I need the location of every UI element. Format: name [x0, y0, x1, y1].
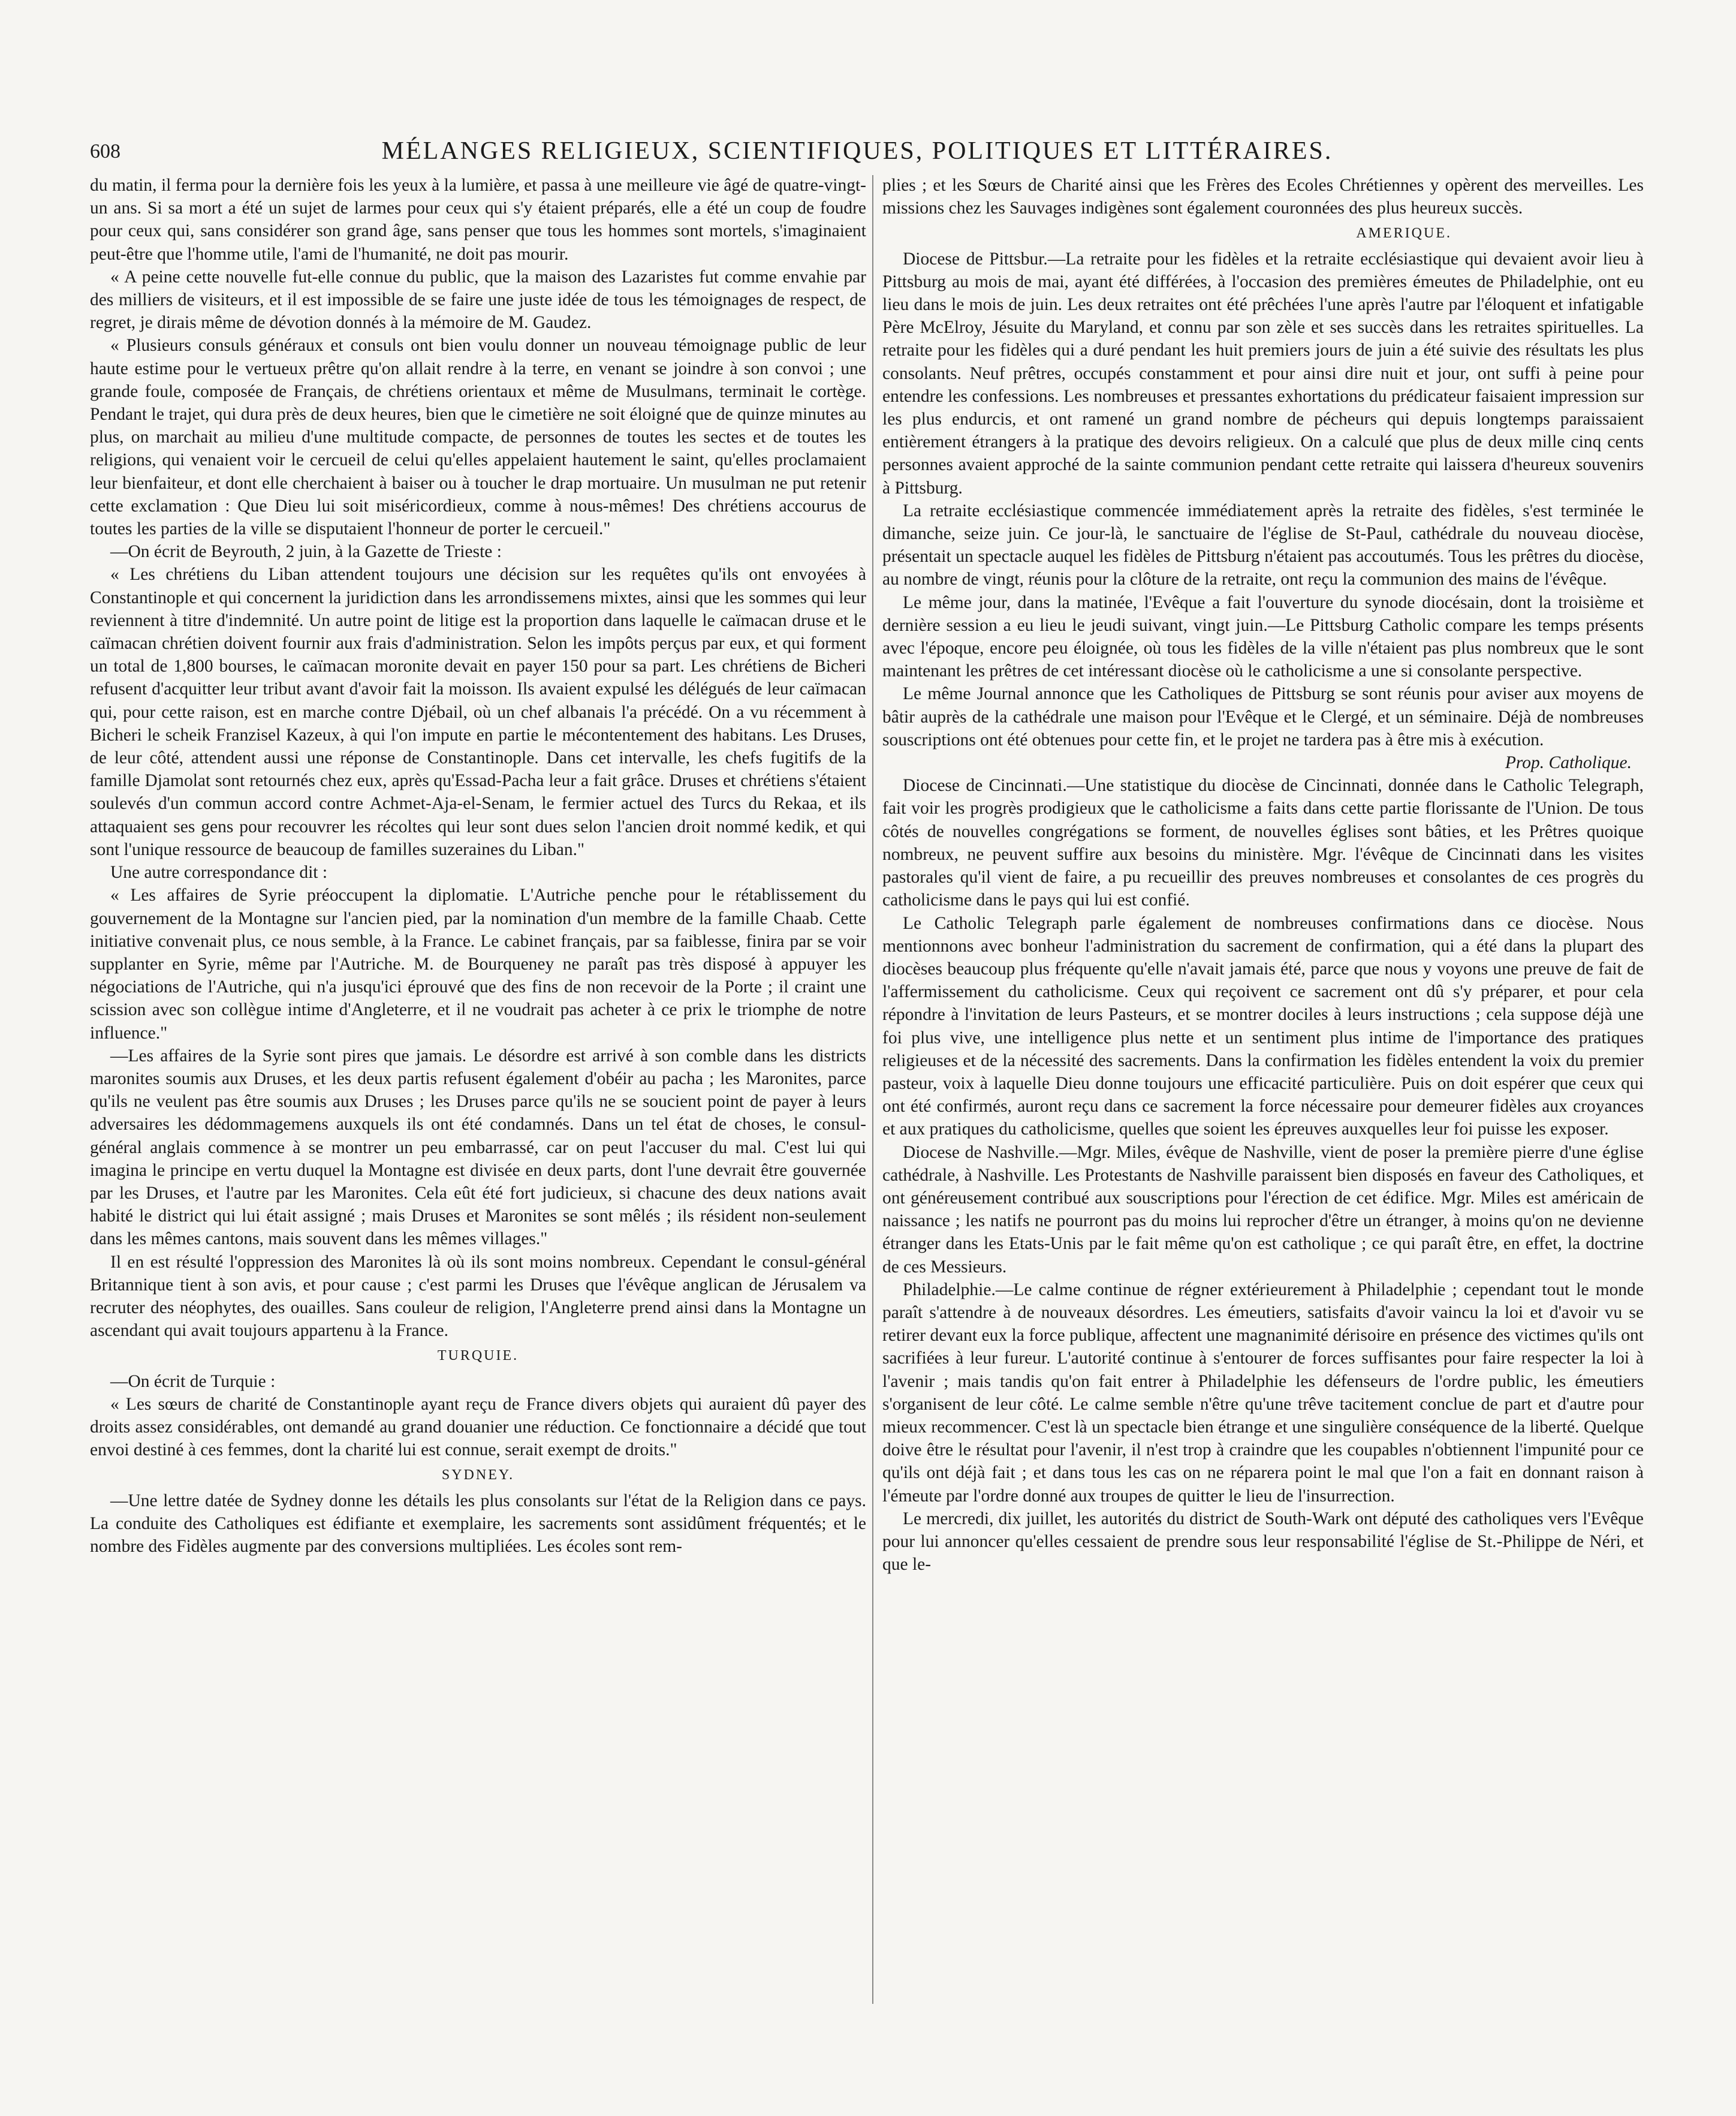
page-number: 608: [90, 140, 120, 162]
left-column: [90, 174, 866, 2051]
paragraph: plies ; et les Sœurs de Charité ainsi que les Frères des Ecoles Chrétiennes y opèrent des merveilles. Les missions chez les Sauvages indigènes sont également couronnées des plus heureux succès.: [882, 176, 1644, 218]
section-heading-amerique: AMERIQUE.: [1356, 225, 1452, 242]
paragraph: Une autre correspondance dit :: [110, 863, 328, 883]
paragraph: Le même Journal annonce que les Catholiques de Pittsburg se sont réunis pour aviser aux moyens de bâtir auprès de la cathédrale une maison pour l'Evêque et le Clergé, et un séminaire. Déjà de nombreuses souscriptions ont été obtenues pour cette fin, et le projet ne tardera pas à être mis à exécution.: [882, 684, 1644, 750]
paragraph: Philadelphie.—Le calme continue de régner extérieurement à Philadelphie ; cependant tout le monde paraît s'attendre à de nouveaux désordres. Les émeutiers, satisfaits d'avoir vaincu la loi et d'avoir vu se retirer devant eux la force publique, affectent une magnanimité dérisoire en présence des victimes qu'ils ont sacrifiées à leur fureur. L'autorité continue à s'entourer de forces suffisantes pour faire respecter la loi à l'avenir ; mais tandis qu'on fait entrer à Philadelphie les défenseurs de l'ordre public, les émeutiers s'organisent de leur côté. Le calme semble n'être qu'une trêve tacitement conclue de part et d'autre pour mieux recommencer. C'est là un spectacle bien étrange et une singulière conséquence de la liberté. Quelque doive être le résultat pour l'avenir, il n'est trop à craindre que les coupables n'obtiennent l'impunité pour ce qu'ils ont déjà fait ; et dans tous les cas on ne réparera point le mal que l'on a fait en donnant raison à l'émeute par l'ordre donné aux troupes de quitter le lieu de l'insurrection.: [882, 1280, 1644, 1506]
paragraph: —On écrit de Beyrouth, 2 juin, à la Gazette de Trieste :: [110, 542, 502, 562]
paragraph: du matin, il ferma pour la dernière fois les yeux à la lumière, et passa à une meilleure vie âgé de quatre-vingt-un ans. Si sa mort a été un sujet de larmes pour ceux qui s'y étaient préparés, elle a été un coup de foudre pour ceux qui, sans considérer son grand âge, sans penser que tous les hommes sont mortels, s'imaginaient peut-être que l'homme utile, l'ami de l'humanité, ne doit pas mourir.: [90, 176, 866, 264]
running-title: MÉLANGES RELIGIEUX, SCIENTIFIQUES, POLITIQUES ET LITTÉRAIRES.: [381, 137, 1333, 165]
right-column: [882, 174, 1644, 2051]
paragraph: Le mercredi, dix juillet, les autorités du district de South-Wark ont député des catholiques vers l'Evêque pour lui annoncer qu'elles cessaient de prendre sous leur responsabilité l'église de St.-Philippe de Néri, et que le-: [882, 1509, 1644, 1575]
paragraph: La retraite ecclésiastique commencée immédiatement après la retraite des fidèles, s'est terminée le dimanche, seize juin. Ce jour-là, le sanctuaire de l'église de St-Paul, cathédrale du nouveau diocèse, présentait un spectacle auquel les fidèles de Pittsburg n'étaient pas accoutumés. Tous les prêtres du diocèse, au nombre de vingt, réunis pour la clôture de la retraite, ont reçu la communion des mains de l'évêque.: [882, 501, 1644, 589]
paragraph: Il en est résulté l'oppression des Maronites là où ils sont moins nombreux. Cependant le consul-général Britannique tient à son avis, et pour cause ; c'est parmi les Druses que l'évêque anglican de Jérusalem va recruter des néophytes, des ouailles. Sans couleur de religion, l'Angleterre prend ainsi dans la Montagne un ascendant qui avait toujours appartenu à la France.: [90, 1252, 866, 1341]
paragraph: —On écrit de Turquie :: [110, 1371, 276, 1391]
paragraph: Le même jour, dans la matinée, l'Evêque a fait l'ouverture du synode diocésain, dont la troisième et dernière session a eu lieu le jeudi suivant, vingt juin.—Le Pittsburg Catholic compare les temps présents avec l'époque, encore peu éloignée, où tous les fidèles de la ville n'étaient pas plus nombreux que le sont maintenant les prêtres de cet intéressant diocèse où le catholicisme a une si consolante perspective.: [882, 592, 1644, 681]
paragraph: « Les chrétiens du Liban attendent toujours une décision sur les requêtes qu'ils ont envoyées à Constantinople et qui concernent la juridiction dans les arrondissemens mixtes, ainsi que les sommes qui leur reviennent à titre d'indemnité. Un autre point de litige est la proportion dans laquelle le caïmacan druse et le caïmacan chrétien doivent fournir aux frais d'administration. Selon les impôts perçus par eux, et qui forment un total de 1,800 bourses, le caïmacan moronite devait en payer 150 pour sa part. Les chrétiens de Bicheri refusent d'acquitter leur tribut avant d'avoir fait la moisson. Ils avaient expulsé les délégués de leur caïmacan qui, pour cette raison, est en marche contre Djébail, où un chef albanais l'a précédé. On a vu récemment à Bicheri le scheik Franzisel Kazeux, à qui l'on impute en partie le mécontentement des habitans. Les Druses, de leur côté, attendent aussi une réponse de Constantinople. Dans cet intervalle, les chefs fugitifs de la famille Djamolat sont retournés chez eux, après qu'Essad-Pacha leur a fait grâce. Druses et chrétiens s'étaient soulevés d'un commun accord contre Achmet-Aja-el-Senam, le fermier actuel des Turcs du Rekaa, et ils attaquaient ses gens pour recouvrer les récoltes qui leur sont dues selon l'ancien droit nommé kedik, et qui sont l'unique ressource de beaucoup de familles suzeraines du Liban.": [90, 565, 866, 859]
paragraph: —Une lettre datée de Sydney donne les détails les plus consolants sur l'état de la Religion dans ce pays. La conduite des Catholiques est édifiante et exemplaire, les sacrements sont assidûment fréquentés; et le nombre des Fidèles augmente par des conversions multipliées. Les écoles sont rem-: [90, 1491, 866, 1556]
paragraph: Diocese de Nashville.—Mgr. Miles, évêque de Nashville, vient de poser la première pierre d'une église cathédrale, à Nashville. Les Protestants de Nashville paraissent bien disposés en faveur des Catholiques, et ont généreusement contribué aux souscriptions pour l'érection de cet édifice. Mgr. Miles est américain de naissance ; les natifs ne pourront pas du moins lui reprocher d'être un étranger, à moins qu'on ne devienne étranger dans les Etats-Unis par le fait même qu'on est catholique ; ce qui paraît être, en effet, la doctrine de ces Messieurs.: [882, 1142, 1644, 1277]
paragraph: « Les affaires de Syrie préoccupent la diplomatie. L'Autriche penche pour le rétablissement du gouvernement de la Montagne sur l'ancien pied, par la nomination d'un membre de la famille Chaab. Cette initiative convenait plus, ce nous semble, à la France. Le cabinet français, par sa faiblesse, finira par se voir supplanter en Syrie, même par l'Autriche. M. de Bourqueney ne paraît pas très disposé à appuyer les négociations de l'Autriche, qui n'a jusqu'ici éprouvé que des fins de non recevoir de la Porte ; il craint une scission avec son collègue intime d'Angleterre, et il ne voudrait pas acheter à ce prix le triomphe de notre influence.": [90, 886, 866, 1043]
paragraph: « Les sœurs de charité de Constantinople ayant reçu de France divers objets qui auraient dû payer des droits assez considérables, ont demandé au grand douanier une réduction. Ce fonctionnaire a décidé que tout envoi destiné à ces femmes, dont la charité lui est connue, serait exempt de droits.": [90, 1394, 866, 1460]
paragraph: « Plusieurs consuls généraux et consuls ont bien voulu donner un nouveau témoignage public de leur haute estime pour le vertueux prêtre qu'on allait rendre à la terre, en venant se joindre à son convoi ; une grande foule, composée de Français, de chrétiens orientaux et même de Musulmans, terminait le cortège. Pendant le trajet, qui dura près de deux heures, bien que le cimetière ne soit éloigné que de quinze minutes au plus, on marchait au milieu d'une multitude compacte, de personnes de toutes les sectes et de toutes les religions, qui venaient voir le cercueil de celui qu'elles appelaient hautement le saint, qu'elles proclamaient leur bienfaiteur, et dont elle cherchaient à baiser ou à toucher le drap mortuaire. Un musulman ne put retenir cette exclamation : Que Dieu lui soit miséricordieux, comme à nous-mêmes! Des chrétiens accourus de toutes les parties de la ville se disputaient l'honneur de porter le cercueil.": [90, 336, 866, 539]
column-divider: [872, 175, 873, 2004]
section-heading-turquie: TURQUIE.: [437, 1348, 519, 1364]
paragraph: Le Catholic Telegraph parle également de nombreuses confirmations dans ce diocèse. Nous mentionnons avec bonheur l'administration du sacrement de confirmation, qui a été dans la plupart des diocèses beaucoup plus fréquente qu'elle n'avait jamais été, parce que nous y voyons une preuve de fait de l'affermissement du catholicisme. Ceux qui reçoivent ce sacrement ont dû s'y préparer, et pour cela répondre à l'invitation de leurs Pasteurs, et se montrer dociles à leurs instructions ; cela suppose déjà une foi plus vive, une intelligence plus nette et un sentiment plus intime de l'importance des pratiques religieuses et de la nécessité des sacrements. Dans la confirmation les fidèles entendent la voix du premier pasteur, voix à laquelle Dieu donne toujours une efficacité particulière. Puis on doit espérer que ceux qui ont été confirmés, auront reçu dans ce sacrement la force nécessaire pour demeurer fidèles aux croyances et aux pratiques du catholicisme, quelles que soient les épreuves auxquelles leur foi puisse les exposer.: [882, 913, 1644, 1139]
paragraph: Diocese de Cincinnati.—Une statistique du diocèse de Cincinnati, donnée dans le Catholic Telegraph, fait voir les progrès prodigieux que le catholicisme a faits dans cette partie florissante de l'Union. De tous côtés de nouvelles congrégations se forment, de nouvelles églises sont bâties, et les Prêtres quoique nombreux, ne peuvent suffire aux besoins du ministère. Mgr. l'évêque de Cincinnati dans les visites pastorales qu'il vient de faire, a pu recueillir des preuves nombreuses et consolantes de ces progrès du catholicisme dans le pays qui lui est confié.: [882, 776, 1644, 910]
page-header: [90, 137, 1625, 171]
paragraph: Diocese de Pittsbur.—La retraite pour les fidèles et la retraite ecclésiastique qui devaient avoir lieu à Pittsburg au mois de mai, ayant été différées, à l'occasion des premières émeutes de Philadelphie, ont eu lieu dans le mois de juin. Les deux retraites ont été prêchées l'une après l'autre par l'éloquent et infatigable Père McElroy, Jésuite du Maryland, et connu par son zèle et ses succès dans les retraites spirituelles. La retraite pour les fidèles qui a duré pendant les huit premiers jours de juin a été suivie des résultats les plus consolants. Neuf prêtres, occupés constamment et pour ainsi dire nuit et jour, ont suffi à peine pour entendre les confessions. Les nombreuses et pressantes exhortations du prédicateur faisaient impression sur les plus endurcis, et ont ramené un grand nombre de pécheurs qui depuis longtemps paraissaient entièrement étrangers à la pratique des devoirs religieux. On a calculé que plus de deux mille cinq cents personnes avaient approché de la sainte communion pendant cette retraite qui laissera d'heureux souvenirs à Pittsburg.: [882, 249, 1644, 498]
paragraph: « A peine cette nouvelle fut-elle connue du public, que la maison des Lazaristes fut comme envahie par des milliers de visiteurs, et il est impossible de se faire une juste idée de tous les témoignages de respect, de regret, je dirais même de dévotion donnés à la mémoire de M. Gaudez.: [90, 267, 866, 333]
source-signature: Prop. Catholique.: [1505, 753, 1632, 773]
section-heading-sydney: SYDNEY.: [441, 1467, 515, 1483]
paragraph: —Les affaires de la Syrie sont pires que jamais. Le désordre est arrivé à son comble dans les districts maronites soumis aux Druses, et les deux partis refusent également d'obéir au pacha ; les Maronites, parce qu'ils ne veulent pas être soumis aux Druses ; les Druses parce qu'ils ne se soucient point de payer à leurs adversaires les dédommagemens auxquels ils ont été condamnés. Dans un tel état de choses, le consul-général anglais commence à se montrer un peu embarrassé, car on peut l'accuser du mal. C'est lui qui imagina le principe en vertu duquel la Montagne est divisée en deux parts, dont l'une devrait être gouvernée par les Druses, et l'autre par les Maronites. Cela eût été fort judicieux, si chacune des deux nations avait habité le district qui lui était assigné ; mais Druses et Maronites se sont mêlés ; ils résident non-seulement dans les mêmes cantons, mais souvent dans les mêmes villages.": [90, 1046, 866, 1249]
